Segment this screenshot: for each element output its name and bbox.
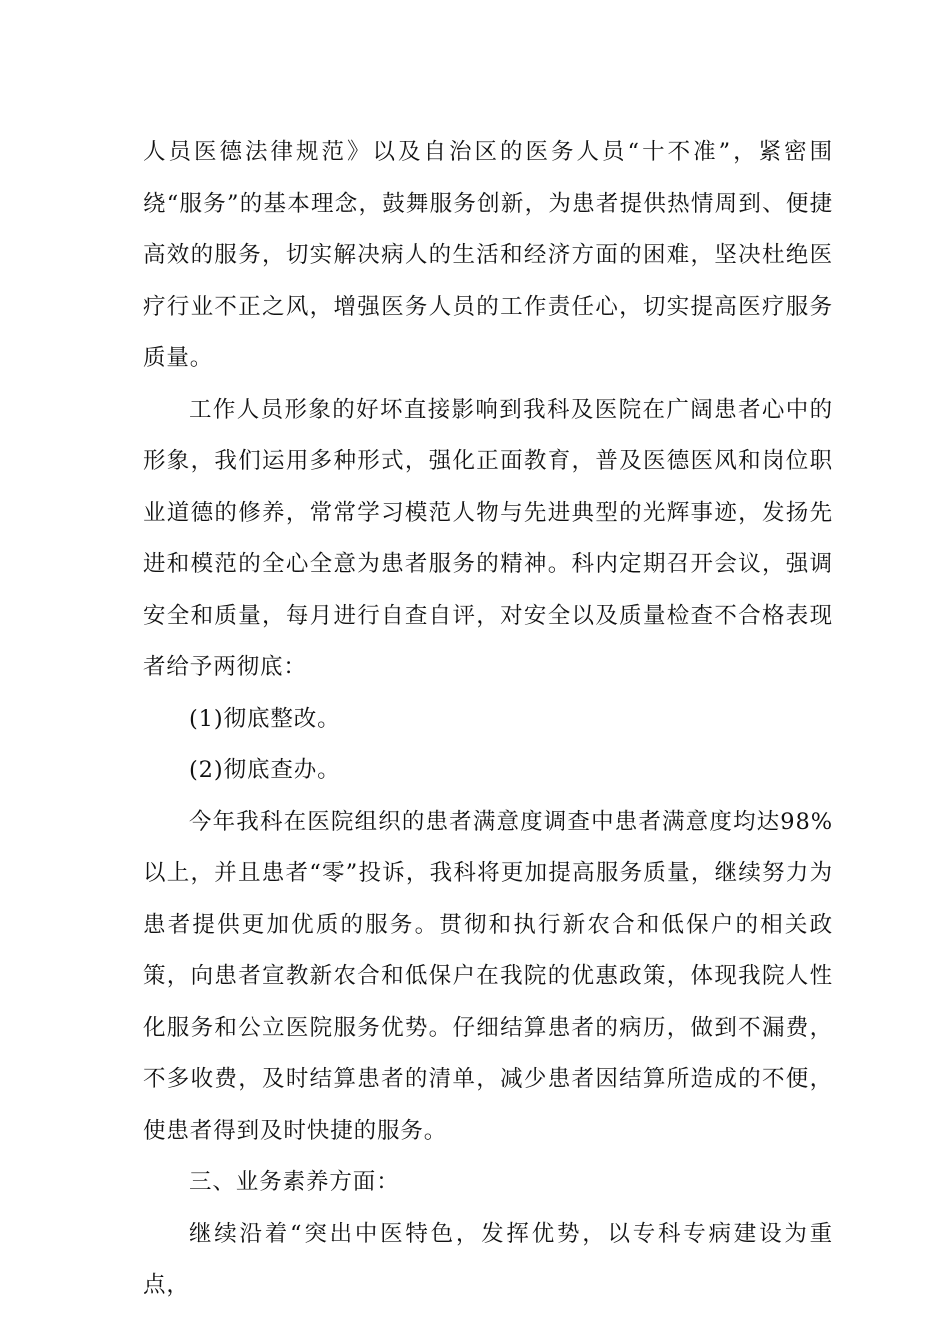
paragraph-4: 继续沿着“突出中医特色，发挥优势，以专科专病建设为重点， [143, 1220, 833, 1298]
paragraph-1: 人员医德法律规范》以及自治区的医务人员“十不准”，紧密围绕“服务”的基本理念，鼓舞服务创新，为患者提供热情周到、便捷高效的服务，切实解决病人的生活和经济方面的困难，坚决杜绝医疗行业不正之风，增强医务人员的工作责任心，切实提高医疗服务质量。 [143, 139, 833, 371]
section-heading: 三、业务素养方面： [189, 1169, 400, 1195]
document-page [143, 127, 833, 1312]
paragraph-2: 工作人员形象的好坏直接影响到我科及医院在广阔患者心中的形象，我们运用多种形式，强化正面教育，普及医德医风和岗位职业道德的修养，常常学习模范人物与先进典型的光辉事迹，发扬先进和模范的全心全意为患者服务的精神。科内定期召开会议，强调安全和质量，每月进行自查自评，对安全以及质量检查不合格表现者给予两彻底： [143, 396, 833, 680]
list-item-2: (2)彻底查办。 [189, 757, 341, 783]
list-item-1: (1)彻底整改。 [189, 705, 341, 732]
paragraph-3: 今年我科在医院组织的患者满意度调查中患者满意度均达98%以上，并且患者“零”投诉，我科将更加提高服务质量，继续努力为患者提供更加优质的服务。贯彻和执行新农合和低保户的相关政策，向患者宣教新农合和低保户在我院的优惠政策，体现我院人性化服务和公立医院服务优势。仔细结算患者的病历，做到不漏费，不多收费，及时结算患者的清单，减少患者因结算所造成的不便，使患者得到及时快捷的服务。 [143, 808, 833, 1144]
